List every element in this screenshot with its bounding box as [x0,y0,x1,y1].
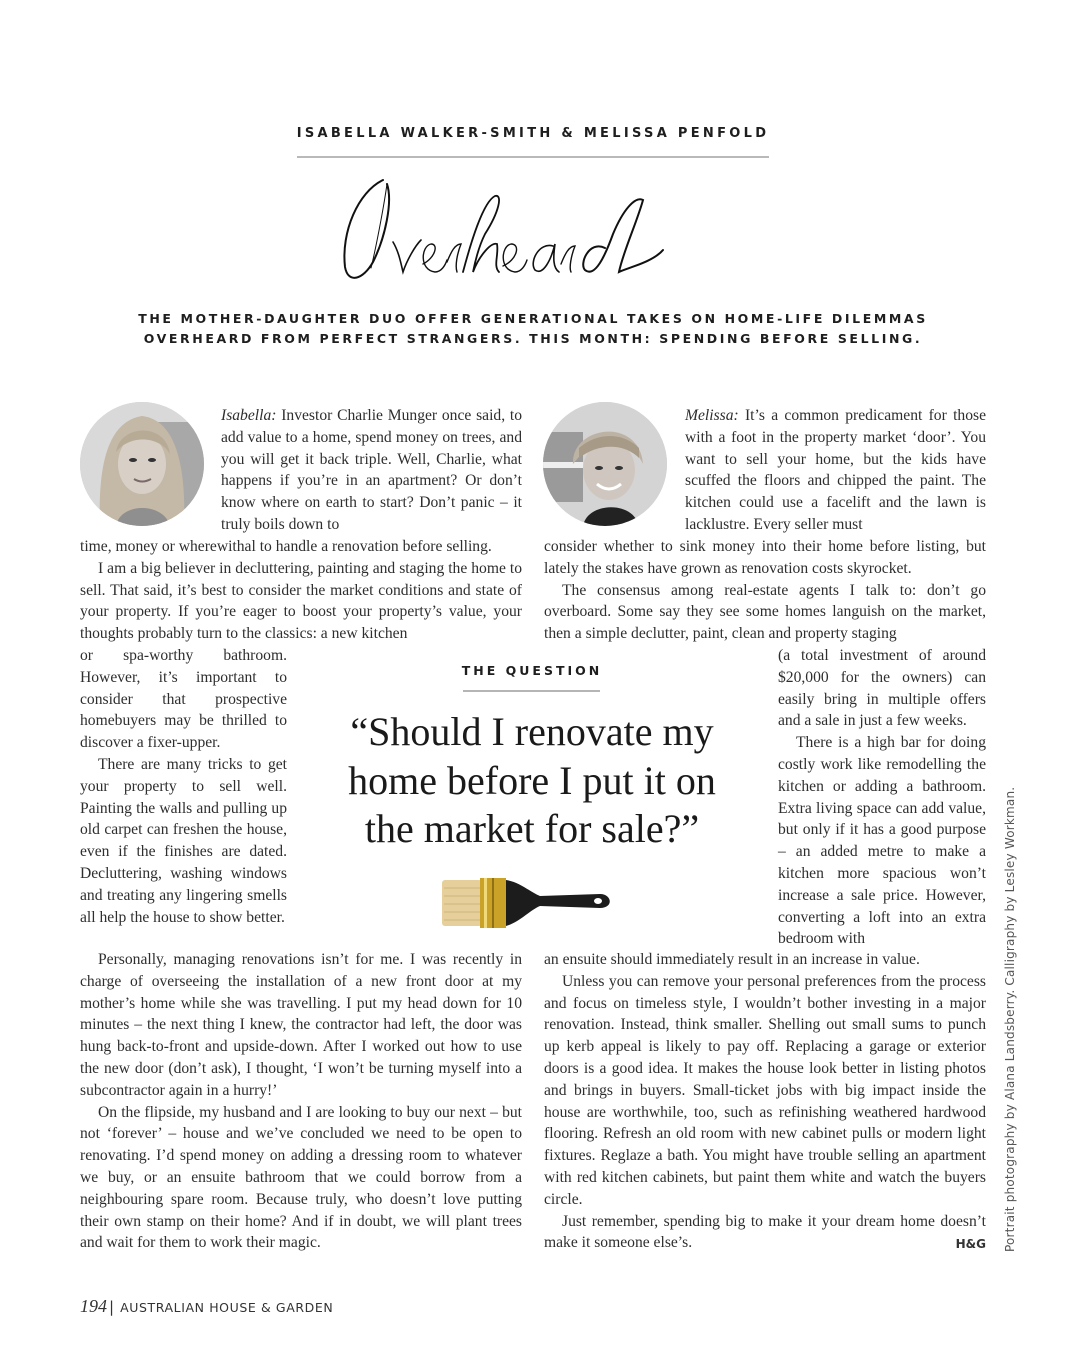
melissa-intro [685,405,986,536]
portrait-melissa [543,402,667,526]
speaker-melissa: Melissa: [685,407,739,424]
melissa-p1-tail: consider whether to sink money into their home before listing, but lately the stakes have grown as renovation costs skyrocket. [544,538,986,577]
melissa-photo-icon [543,402,667,526]
isabella-p1-intro: Investor Charlie Munger once said, to add value to a home, spend money on trees, and you will get it back triple. Well, Charlie, what happens if you’re in an apartment? Or don’t know where on earth to start? Don’t panic – it truly boils down to [221,407,522,533]
melissa-p3: There is a high bar for doing costly work like remodelling the kitchen or adding a bathroom. Extra living space can add value, but only if it has a good purpose – an added metre to make a kitchen more spacious won’t increase a sale price. However, converting a loft into an extra bedroom with [778,734,986,948]
isabella-main-top [80,536,522,645]
standfirst-line-2: OVERHEARD FROM PERFECT STRANGERS. THIS MONTH: SPENDING BEFORE SELLING. [143,331,923,346]
sign-off: H&G [955,1237,986,1252]
page-number: 194 [80,1296,107,1316]
question-quote: “Should I renovate my home before I put it on the market for sale?” [348,709,716,851]
question-rule [463,690,600,692]
photo-credit: Portrait photography by Alana Landsberry. Calligraphy by Lesley Workman. [1003,786,1017,1252]
isabella-p2-narrow: or spa-worthy bathroom. However, it’s important to consider that prospective homebuyers may be thrilled to discover a fixer-upper. [80,647,287,752]
isabella-p5: On the flipside, my husband and I are looking to buy our next – but not ‘forever’ – house and we’ve concluded we need to be open to renovating. I’d spend money on adding a dressing room to whatever we buy, or an ensuite bathroom that we could borrow from a neighbouring spare room. Because truly, who doesn’t love putting their own stamp on their home? And if in doubt, we will plant trees and wait for them to work their magic. [80,1103,522,1252]
melissa-narrow [778,645,986,950]
folio-separator: | [109,1298,115,1316]
overheard-title-script [323,172,743,292]
isabella-p3: There are many tricks to get your property to sell well. Painting the walls and pulling up old carpet can freshen the house, even if the finishes are dated. Decluttering, washing windows and treating any lingering smells all help the house to show better. [80,755,287,926]
portrait-isabella [80,402,204,526]
isabella-main-bottom [80,949,522,1254]
standfirst [0,309,1066,349]
melissa-p2-narrow: (a total investment of around $20,000 for the owners) can easily bring in multiple offers and a sale in just a few weeks. [778,647,986,730]
melissa-main-top [544,536,986,645]
paintbrush-icon [440,872,616,932]
isabella-p1-tail: time, money or wherewithal to handle a renovation before selling. [80,538,492,555]
byline-rule [297,156,769,158]
isabella-p2: I am a big believer in decluttering, painting and staging the home to sell. That said, it’s best to consider the market conditions and state of your property. If you’re eager to boost your property’s value, your thoughts probably turn to the classics: a new kitchen [80,559,522,643]
question-label: THE QUESTION [461,663,603,678]
melissa-p4: Unless you can remove your personal preferences from the process and focus on timeless style, I wouldn’t bother investing in a major renovation. Instead, think smaller. Shelling out small sums to punch up kerb appeal is likely to pay off. Replacing a garage or exterior doors is a good idea. It makes the house look better in listing photos and brings in buyers. Small-ticket jobs with big impact inside the house are worthwhile, too, such as refinishing weathered hardwood flooring. Refresh an old room with new cabinet pulls or modern light fixtures. Reglaze a bath. You might have trouble selling an apartment with red kitchen cabinets, but paint them white and watch the buyers circle. [544,972,986,1208]
masthead-calligraphy [0,172,1066,292]
isabella-intro [221,405,522,536]
isabella-p4: Personally, managing renovations isn’t for me. I was recently in charge of overseeing the installation of a new front door at my mother’s home while she was travelling. I put my head down for 10 minutes – the next thing I knew, the contractor had left, the door was hung back-to-front and upside-down. After I worked out how to use the new door (don’t ask), I thought, ‘I won’t be turning myself into a subcontractor again in a hurry!’ [80,951,522,1099]
isabella-photo-icon [80,402,204,526]
melissa-p3-tail: an ensuite should immediately result in an increase in value. [544,951,920,968]
melissa-p2: The consensus among real-estate agents I talk to: don’t go overboard. Some say they see some homes languish on the market, then a simple declutter, paint, clean and property staging [544,581,986,643]
folio [80,1296,333,1317]
speaker-isabella: Isabella: [221,407,277,424]
standfirst-line-1: THE MOTHER-DAUGHTER DUO OFFER GENERATIONAL TAKES ON HOME-LIFE DILEMMAS [138,311,928,326]
byline: ISABELLA WALKER-SMITH & MELISSA PENFOLD [296,126,770,141]
isabella-narrow [80,645,287,928]
melissa-p5: Just remember, spending big to make it your dream home doesn’t make it someone else’s. [544,1212,986,1252]
magazine-name: AUSTRALIAN HOUSE & GARDEN [120,1300,334,1315]
melissa-p1-intro: It’s a common predicament for those with a foot in the property market ‘door’. You want to sell your home, but the kids have scuffed the floors and chipped the paint. The kitchen could use a facelift and the lawn is lacklustre. Every seller must [685,407,986,533]
melissa-main-bottom [544,949,986,1256]
